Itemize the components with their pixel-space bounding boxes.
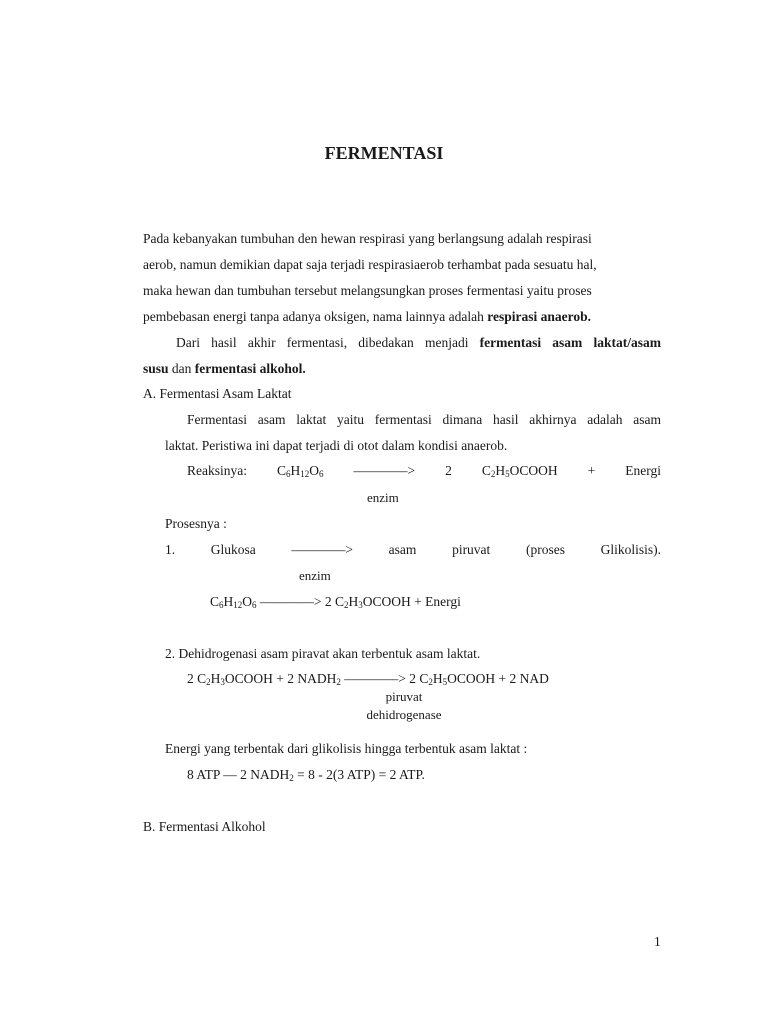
page-number: 1 xyxy=(654,934,661,949)
coefficient: 2 xyxy=(445,463,452,478)
process-label: Prosesnya : xyxy=(165,516,227,531)
step-word: asam xyxy=(388,542,417,557)
step-2-equation: 2 $C_2H_3OCOOH + 2$ $NADH_2$ ————> 2 $C_2H_5OCOOH + 2$ NAD xyxy=(187,671,549,687)
intro-line: maka hewan dan tumbuhan tersebut melangsungkan proses fermentasi yaitu proses xyxy=(143,283,592,298)
desc-line: Fermentasi asam laktat yaitu fermentasi dimana hasil akhirnya adalah asam xyxy=(187,412,661,427)
reaction-equation xyxy=(187,463,661,479)
enzyme-label: piruvat xyxy=(385,689,423,704)
step-number: 1. xyxy=(165,542,176,557)
reaction-arrow: ————> xyxy=(353,463,416,478)
reaction-label: Reaksinya: xyxy=(187,463,247,478)
types-line xyxy=(143,356,661,382)
step-word: Glukosa xyxy=(210,542,256,557)
intro-line: aerob, namun demikian dapat saja terjadi respirasiaerob terhambat pada sesuatu hal, xyxy=(143,257,597,272)
step-word: piruvat xyxy=(452,542,491,557)
step-arrow: ————> xyxy=(291,542,354,557)
intro-text: pembebasan energi tanpa adanya oksigen, nama lainnya adalah xyxy=(143,309,488,324)
types-text: dan xyxy=(168,361,195,376)
enzyme-label: dehidrogenase xyxy=(366,707,442,722)
types-line xyxy=(143,330,661,356)
process-step-1 xyxy=(165,542,661,558)
enzyme-label: enzim xyxy=(299,568,331,583)
energy-word: Energi xyxy=(625,463,661,478)
step-word: (proses xyxy=(525,542,565,557)
plus-sign: + xyxy=(587,463,596,478)
section-a-heading: A. Fermentasi Asam Laktat xyxy=(143,386,292,401)
atp-calculation: 8 ATP — 2 $NADH_2 = 8 - 2(3$ ATP) = 2 ATP. xyxy=(187,767,425,783)
intro-line xyxy=(143,304,661,330)
types-text: Dari hasil akhir fermentasi, dibedakan menjadi xyxy=(176,335,480,350)
types-paragraph xyxy=(143,330,661,382)
desc-line: laktat. Peristiwa ini dapat terjadi di otot dalam kondisi anaerob. xyxy=(165,438,508,453)
types-bold-term: fermentasi asam laktat/asam xyxy=(479,335,661,350)
section-b-heading: B. Fermentasi Alkohol xyxy=(143,819,266,834)
intro-bold-term: respirasi anaerob. xyxy=(487,309,592,324)
document-title: FERMENTASI xyxy=(324,143,444,163)
types-bold-term: fermentasi alkohol. xyxy=(194,361,306,376)
glucose-formula: $C_6H_{12}O_6$ xyxy=(276,463,324,479)
enzyme-label: enzim xyxy=(367,490,399,505)
intro-line: Pada kebanyakan tumbuhan den hewan respirasi yang berlangsung adalah respirasi xyxy=(143,231,592,246)
types-bold-term: susu xyxy=(143,361,169,376)
process-step-2: 2. Dehidrogenasi asam piravat akan terbentuk asam laktat. xyxy=(165,646,481,661)
product-formula: $C_2H_5OCOOH$ xyxy=(481,463,558,479)
intro-paragraph xyxy=(143,226,661,330)
section-a-description xyxy=(165,407,661,459)
step-word: Glikolisis). xyxy=(600,542,661,557)
step-1-equation: $C_6H_{12}O_6$ ————> 2 $C_2H_3OCOOH$ + Energi xyxy=(210,594,461,610)
energy-summary: Energi yang terbentak dari glikolisis hingga terbentuk asam laktat : xyxy=(165,741,528,756)
